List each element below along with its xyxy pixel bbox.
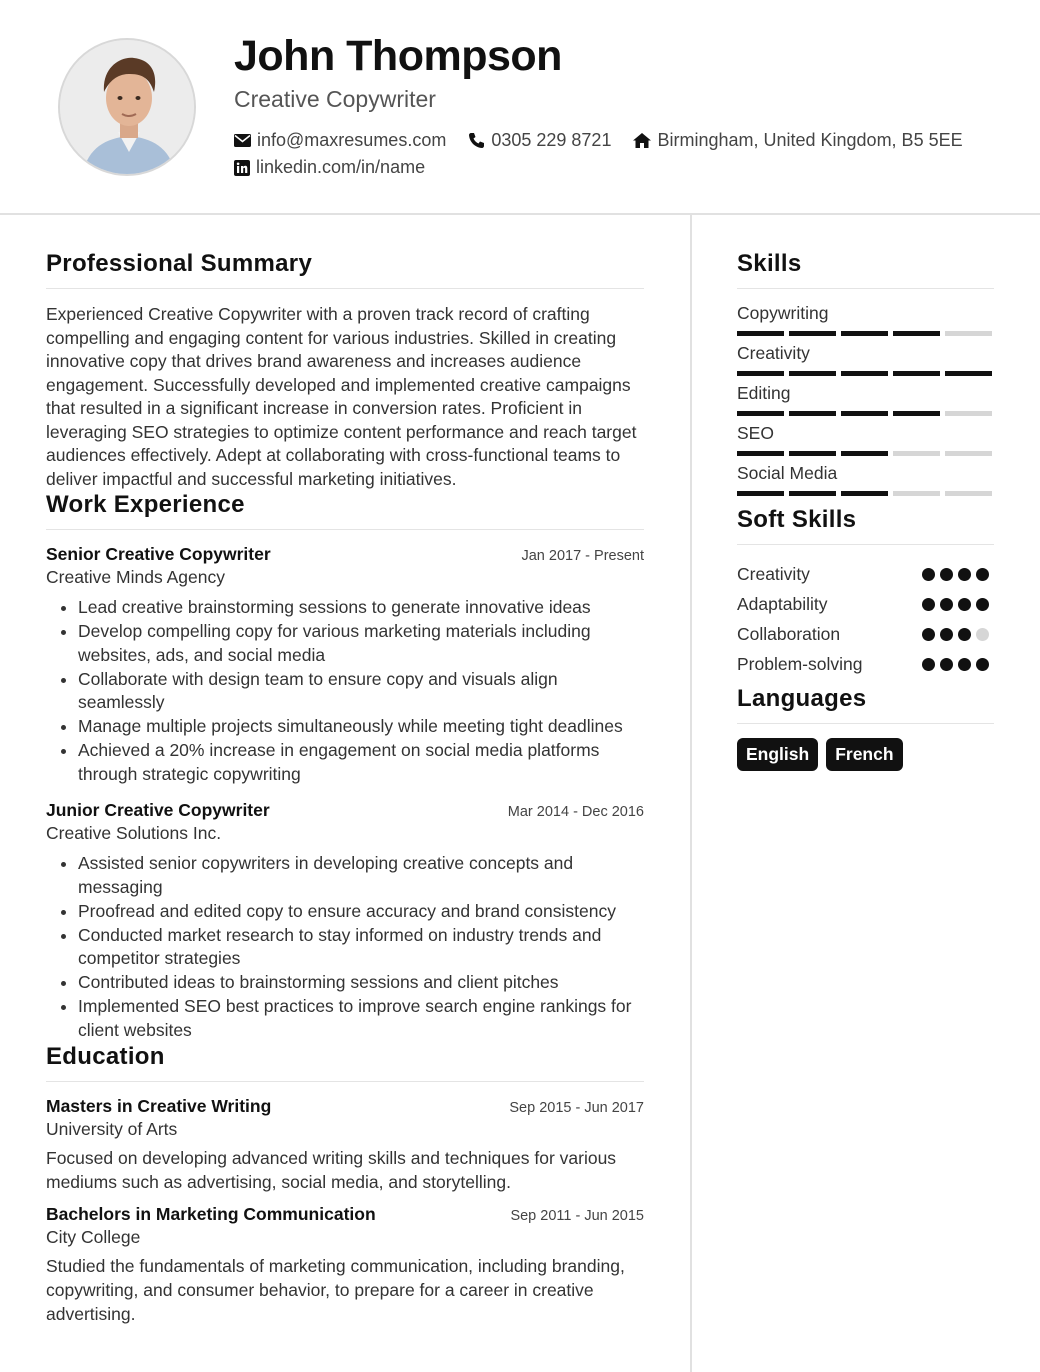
- soft-skill-dot: [922, 568, 935, 581]
- skill-level-bar: [737, 411, 994, 416]
- soft-skill-dot: [976, 568, 989, 581]
- soft-skill-dot: [958, 568, 971, 581]
- soft-skill-dot: [958, 628, 971, 641]
- school-name: University of Arts: [46, 1118, 178, 1139]
- skill-level-segment: [841, 331, 888, 336]
- skill-name: Editing: [737, 383, 791, 403]
- skill-name: Social Media: [737, 463, 838, 483]
- skill-level-segment: [737, 371, 784, 376]
- soft-skill-item: [737, 619, 994, 649]
- skill-level-segment: [945, 451, 992, 456]
- soft-skills-list: [737, 559, 994, 679]
- soft-skill-dots: [922, 598, 994, 611]
- candidate-title: Creative Copywriter: [234, 86, 436, 112]
- skill-item: [737, 383, 994, 416]
- skill-level-segment: [841, 491, 888, 496]
- skill-level-segment: [945, 331, 992, 336]
- soft-skill-name: Adaptability: [737, 593, 828, 614]
- skill-level-segment: [893, 371, 940, 376]
- soft-skills-heading: Soft Skills: [737, 506, 994, 545]
- linkedin-text: linkedin.com/in/name: [256, 157, 426, 177]
- skill-level-segment: [737, 331, 784, 336]
- school-name: City College: [46, 1226, 141, 1247]
- job-bullets: [46, 852, 644, 1042]
- skill-level-bar: [737, 491, 994, 496]
- skill-item: [737, 303, 994, 336]
- job-bullet: • Assisted senior copywriters in developing creative concepts and messaging: [78, 852, 644, 899]
- job-bullet: • Collaborate with design team to ensure copy and visuals align seamlessly: [78, 668, 644, 715]
- skill-level-segment: [737, 491, 784, 496]
- languages-heading: Languages: [737, 685, 994, 724]
- degree-title: Masters in Creative Writing: [46, 1095, 272, 1116]
- skills-list: [737, 303, 994, 496]
- job-bullet: • Lead creative brainstorming sessions to generate innovative ideas: [78, 596, 644, 620]
- job-bullet: • Develop compelling copy for various marketing materials including websites, ads, and social media: [78, 620, 644, 667]
- contact-row-2: [234, 157, 447, 178]
- degree-title: Bachelors in Marketing Communication: [46, 1203, 376, 1224]
- soft-skill-dot: [940, 658, 953, 671]
- skill-level-segment: [893, 491, 940, 496]
- soft-skill-name: Problem-solving: [737, 653, 863, 674]
- language-badge: English: [737, 738, 818, 771]
- home-icon: [633, 133, 651, 148]
- skill-level-segment: [789, 451, 836, 456]
- soft-skill-dot: [976, 598, 989, 611]
- soft-skill-dots: [922, 628, 994, 641]
- skill-level-segment: [893, 411, 940, 416]
- column-divider: [690, 215, 692, 1372]
- skill-level-segment: [893, 451, 940, 456]
- education-heading: Education: [46, 1043, 644, 1082]
- skill-level-segment: [789, 411, 836, 416]
- skill-level-bar: [737, 371, 994, 376]
- summary-heading: Professional Summary: [46, 250, 644, 289]
- skill-level-segment: [789, 371, 836, 376]
- education-entry: [46, 1204, 644, 1326]
- soft-skill-dot: [922, 658, 935, 671]
- skill-level-segment: [789, 331, 836, 336]
- soft-skill-dot: [976, 628, 989, 641]
- email-text: info@maxresumes.com: [257, 130, 447, 150]
- skill-name: Creativity: [737, 343, 810, 363]
- soft-skill-item: [737, 649, 994, 679]
- phone-icon: [468, 132, 485, 149]
- job-bullets: [46, 596, 644, 786]
- skill-level-segment: [789, 491, 836, 496]
- job-date: Jan 2017 - Present: [521, 548, 644, 564]
- education-date: Sep 2011 - Jun 2015: [510, 1207, 644, 1224]
- contact-address: [633, 130, 962, 151]
- contact-row: [234, 130, 985, 151]
- resume-header: [0, 0, 1040, 215]
- education-entry: [46, 1096, 644, 1194]
- sidebar-column: [737, 250, 994, 771]
- skill-level-segment: [893, 331, 940, 336]
- education-date: Sep 2015 - Jun 2017: [509, 1099, 644, 1116]
- soft-skill-dot: [940, 568, 953, 581]
- contact-phone[interactable]: [468, 130, 611, 151]
- soft-skill-item: [737, 559, 994, 589]
- skill-level-segment: [841, 371, 888, 376]
- soft-skill-dot: [958, 658, 971, 671]
- envelope-icon: [234, 134, 251, 147]
- skill-level-segment: [945, 371, 992, 376]
- job-bullet: • Conducted market research to stay informed on industry trends and competitor strategies: [78, 924, 644, 971]
- soft-skill-dot: [958, 598, 971, 611]
- job-company: Creative Minds Agency: [46, 567, 225, 587]
- soft-skill-dot: [940, 598, 953, 611]
- soft-skill-dots: [922, 568, 994, 581]
- experience-heading: Work Experience: [46, 491, 644, 530]
- job-date: Mar 2014 - Dec 2016: [507, 804, 644, 820]
- soft-skill-name: Creativity: [737, 563, 810, 584]
- education-description: Focused on developing advanced writing skills and techniques for various mediums such as advertising, social media, and storytelling.: [46, 1147, 617, 1192]
- skills-heading: Skills: [737, 250, 994, 289]
- job-title: Senior Creative Copywriter: [46, 544, 271, 564]
- job-entry: [46, 544, 644, 786]
- skill-item: [737, 423, 994, 456]
- linkedin-icon: [234, 160, 250, 176]
- phone-text: 0305 229 8721: [491, 130, 612, 150]
- contact-linkedin[interactable]: [234, 157, 425, 178]
- soft-skill-name: Collaboration: [737, 623, 841, 644]
- candidate-name: John Thompson: [234, 32, 562, 80]
- skill-level-bar: [737, 451, 994, 456]
- skill-level-segment: [737, 451, 784, 456]
- skill-level-segment: [841, 451, 888, 456]
- job-bullet: • Implemented SEO best practices to improve search engine rankings for client websites: [78, 995, 644, 1042]
- soft-skill-dot: [922, 598, 935, 611]
- job-bullet: • Manage multiple projects simultaneously while meeting tight deadlines: [78, 715, 644, 739]
- language-badge: French: [826, 738, 902, 771]
- soft-skill-dots: [922, 658, 994, 671]
- skill-level-segment: [841, 411, 888, 416]
- skill-level-segment: [945, 411, 992, 416]
- soft-skill-dot: [976, 658, 989, 671]
- contact-email[interactable]: [234, 130, 446, 151]
- skill-name: Copywriting: [737, 303, 829, 323]
- skill-level-bar: [737, 331, 994, 336]
- skill-item: [737, 463, 994, 496]
- soft-skill-dot: [922, 628, 935, 641]
- soft-skill-dot: [940, 628, 953, 641]
- profile-photo: [60, 40, 196, 176]
- education-description: Studied the fundamentals of marketing communication, including branding, copywriting, and consumer behavior, to prepare for a career in creative advertising.: [46, 1255, 625, 1324]
- job-company: Creative Solutions Inc.: [46, 823, 222, 843]
- skill-level-segment: [737, 411, 784, 416]
- avatar: [58, 38, 196, 176]
- job-bullet: • Proofread and edited copy to ensure accuracy and brand consistency: [78, 900, 644, 924]
- skill-level-segment: [945, 491, 992, 496]
- skill-name: SEO: [737, 423, 774, 443]
- job-entry: [46, 800, 644, 1042]
- job-bullet: • Contributed ideas to brainstorming sessions and client pitches: [78, 971, 644, 995]
- skill-item: [737, 343, 994, 376]
- address-text: Birmingham, United Kingdom, B5 5EE: [657, 130, 963, 150]
- languages-list: [737, 738, 994, 771]
- job-bullet: • Achieved a 20% increase in engagement on social media platforms through strategic copywriting: [78, 739, 644, 786]
- summary-text: Experienced Creative Copywriter with a proven track record of crafting compelling and engaging content for various industries. Skilled in creating innovative copy that drives brand awareness and increases audience engagement. Successfully developed and implemented creative campaigns that resulted in a significant increase in conversion rates. Proficient in leveraging SEO strategies to optimize content performance and reach target audiences effectively. Adept at collaborating with cross-functional teams to deliver impactful and successful marketing initiatives.: [46, 304, 637, 489]
- soft-skill-item: [737, 589, 994, 619]
- main-column: [46, 250, 644, 1326]
- job-title: Junior Creative Copywriter: [46, 800, 270, 820]
